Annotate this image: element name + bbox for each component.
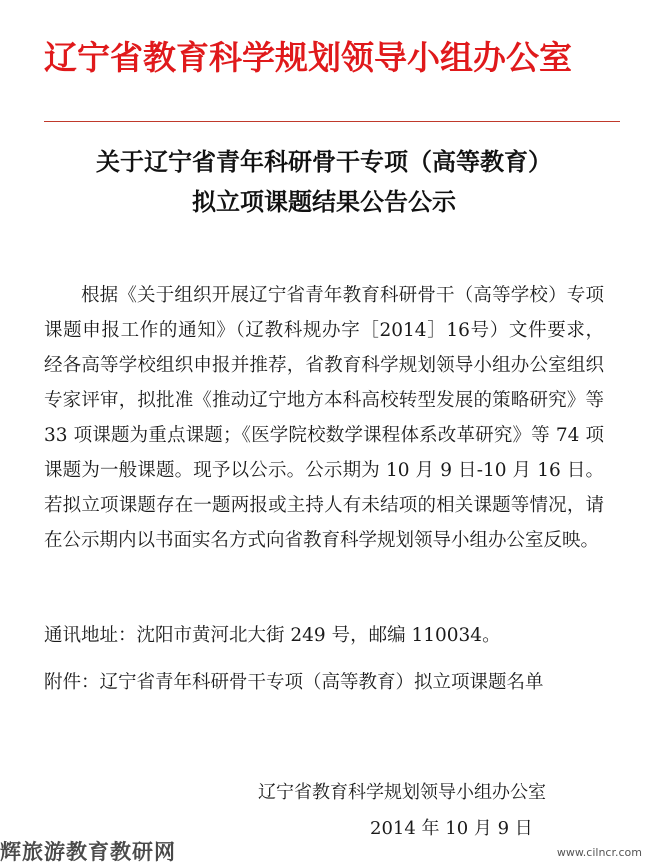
site-watermark-right: www.cilncr.com [556, 846, 642, 859]
document-title-line-2: 拟立项课题结果公告公示 [192, 187, 456, 216]
body-paragraph: 根据《关于组织开展辽宁省青年教育科研骨干（高等学校）专项课题申报工作的通知》（辽教科规办字［2014］16号）文件要求，经各高等学校组织申报并推荐，省教育科学规划领导小组办公室组织专家评审，拟批准《推动辽宁地方本科高校转型发展的策略研究》等 33 项课题为重点课题；《医学院校数学课程体系改革研究》等 74 项课题为一般课题。现予以公示。公示期为 10 月 9 日-10 月 16 日。若拟立项课题存在一题两报或主持人有未结项的相关课题等情况，请在公示期内以书面实名方式向省教育科学规划领导小组办公室反映。 [44, 285, 604, 551]
site-watermark-left: 辉旅游教育教研网 [0, 840, 176, 864]
signature-date: 2014 年 10 月 9 日 [370, 818, 533, 839]
issuing-office-title: 辽宁省教育科学规划领导小组办公室 [44, 38, 572, 77]
red-divider-line [44, 121, 620, 122]
signature-organization: 辽宁省教育科学规划领导小组办公室 [258, 782, 546, 803]
mailing-address: 通讯地址：沈阳市黄河北大街 249 号，邮编 110034。 [44, 625, 501, 646]
document-title-line-1: 关于辽宁省青年科研骨干专项（高等教育） [96, 147, 552, 176]
attachment-line: 附件：辽宁省青年科研骨干专项（高等教育）拟立项课题名单 [44, 672, 544, 693]
